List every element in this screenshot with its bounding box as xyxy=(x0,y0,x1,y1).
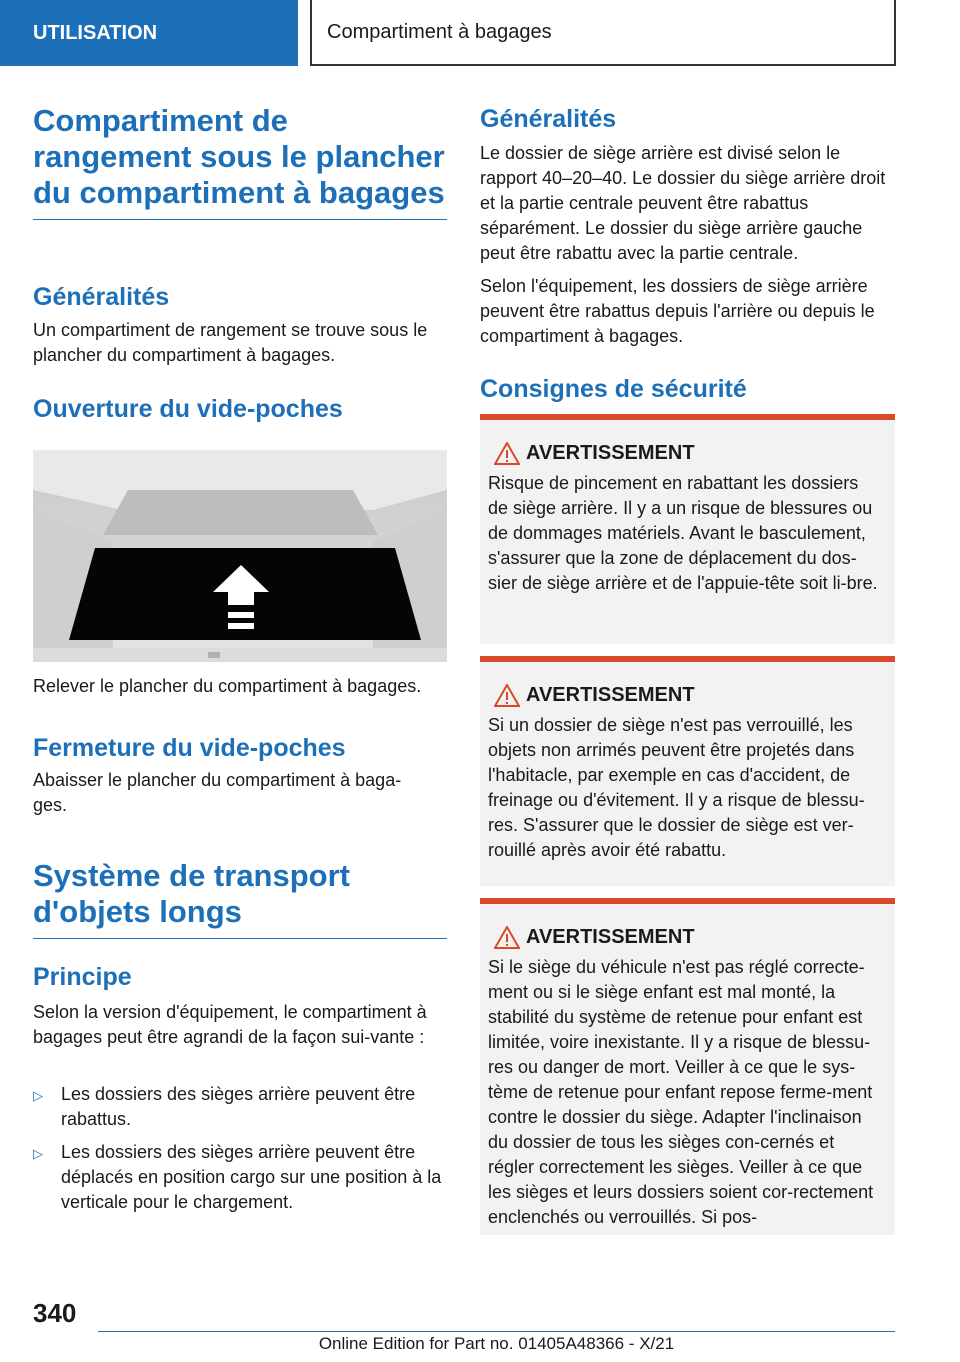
heading-close: Fermeture du vide-poches xyxy=(33,734,346,762)
warning-title: AVERTISSEMENT xyxy=(526,684,695,706)
warning-title: AVERTISSEMENT xyxy=(526,442,695,464)
warning-triangle-icon xyxy=(488,684,526,707)
warning-text: Risque de pincement en rabattant les dossiers de siège arrière. Il y a un risque de blessures ou de dommages matériels. Avant le basculement, s'assurer que la zone de déplacement du dos-sier de siège arrière et de l'appuie-tête soit li-bre. xyxy=(488,473,878,593)
caption-open: Relever le plancher du compartiment à bagages. xyxy=(33,676,422,696)
list-item-text: Les dossiers des sièges arrière peuvent être déplacés en position cargo sur une position à la verticale pour le chargement. xyxy=(61,1142,442,1212)
warning-header xyxy=(488,442,887,465)
warning-box xyxy=(480,656,895,886)
heading-general-right: Généralités xyxy=(480,105,617,133)
warning-header xyxy=(488,926,887,949)
heading-transport-block xyxy=(33,858,447,939)
heading-transport: Système de transport d'objets longs xyxy=(33,858,350,929)
warning-triangle-icon xyxy=(488,926,526,949)
heading-open: Ouverture du vide-poches xyxy=(33,395,343,423)
triangle-right-icon: ▷ xyxy=(33,1088,43,1103)
warning-title: AVERTISSEMENT xyxy=(526,926,695,948)
warning-text: Si le siège du véhicule n'est pas réglé correcte-ment ou si le siège enfant est mal monté, la stabilité du système de retenue pour enfant est limitée, voire inexistante. Il y a risque de blessu-res ou danger de mort. Veiller à ce que le sys-tème de retenue pour enfant repose ferme-ment contre le dossier du siège. Adapter l'inclinaison du dossier de tous les sièges con-cernés et régler correctement les sièges. Veiller à ce que les sièges et leurs dossiers soient cor-rectement enclenchés ou verrouillés. Si pos- xyxy=(488,957,874,1227)
list-item xyxy=(33,1140,447,1215)
section-tab xyxy=(0,0,298,66)
paragraph-general-left: Un compartiment de rangement se trouve sous le plancher du compartiment à bagages. xyxy=(33,320,428,365)
paragraph-close: Abaisser le plancher du compartiment à baga-ges. xyxy=(33,770,402,815)
warning-text: Si un dossier de siège n'est pas verrouillé, les objets non arrimés peuvent être projetés dans l'habitacle, par exemple en cas d'accident, de freinage ou d'évitement. Il y a risque de blessu-res. S'assurer que le dossier de siège est ver-rouillé après avoir été rabattu. xyxy=(488,715,865,860)
paragraph-general-right-1: Le dossier de siège arrière est divisé selon le rapport 40–20–40. Le dossier du siège arrière droit et la partie centrale peuvent être rabattus séparément. Le dossier du siège arrière gauche peut être rabattu avec la partie centrale. xyxy=(480,143,886,263)
heading-general-left: Généralités xyxy=(33,283,170,311)
bullet-list xyxy=(33,1082,447,1215)
list-item xyxy=(33,1082,447,1132)
heading-storage: Compartiment de rangement sous le plancher du compartiment à bagages xyxy=(33,103,445,210)
page-number: 340 xyxy=(33,1298,77,1328)
heading-safety: Consignes de sécurité xyxy=(480,375,747,403)
trunk-floor-photo xyxy=(33,450,447,662)
chapter-title: Compartiment à bagages xyxy=(327,20,552,43)
up-arrow-icon xyxy=(211,565,271,640)
triangle-right-icon: ▷ xyxy=(33,1146,43,1161)
heading-storage-block xyxy=(33,103,447,220)
warning-triangle-icon xyxy=(488,442,526,465)
page-header-title xyxy=(310,0,896,66)
footer-divider xyxy=(98,1331,895,1332)
section-label: UTILISATION xyxy=(33,21,158,44)
warning-box xyxy=(480,414,895,644)
warning-box xyxy=(480,898,895,1235)
list-item-text: Les dossiers des sièges arrière peuvent être rabattus. xyxy=(61,1084,416,1129)
warning-header xyxy=(488,684,887,707)
heading-principle: Principe xyxy=(33,963,132,991)
paragraph-general-right-2: Selon l'équipement, les dossiers de siège arrière peuvent être rabattus depuis l'arrière ou depuis le compartiment à bagages. xyxy=(480,276,875,346)
paragraph-principle: Selon la version d'équipement, le compartiment à bagages peut être agrandi de la façon sui-vante : xyxy=(33,1002,427,1047)
footer-edition: Online Edition for Part no. 01405A48366 - X/21 xyxy=(318,1334,675,1353)
